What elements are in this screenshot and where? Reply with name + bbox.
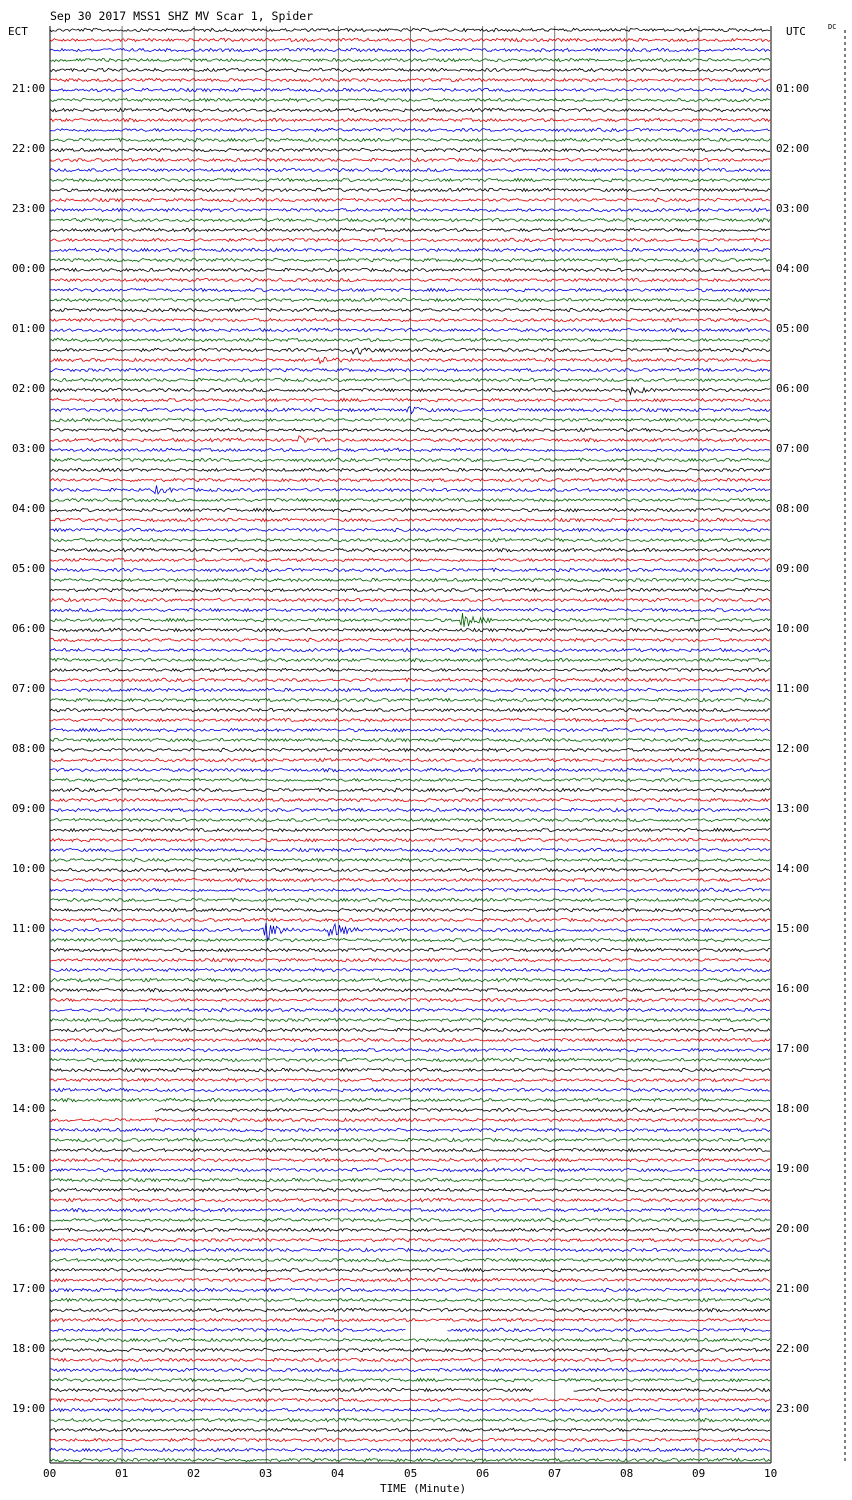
left-hour-label: 01:00: [12, 322, 46, 335]
x-tick-label: 02: [187, 1467, 201, 1480]
left-hour-label: 19:00: [12, 1402, 46, 1415]
left-hour-label: 21:00: [12, 82, 46, 95]
left-hour-label: 15:00: [12, 1162, 46, 1175]
right-hour-label: 14:00: [776, 862, 810, 875]
left-hour-label: 10:00: [12, 862, 46, 875]
left-hour-label: 03:00: [12, 442, 46, 455]
right-timezone-label: UTC: [786, 25, 806, 38]
x-tick-label: 01: [115, 1467, 129, 1480]
left-hour-label: 05:00: [12, 562, 46, 575]
x-tick-label: 07: [548, 1467, 562, 1480]
left-hour-label: 12:00: [12, 982, 46, 995]
left-hour-label: 04:00: [12, 502, 46, 515]
left-hour-label: 00:00: [12, 262, 46, 275]
right-hour-label: 06:00: [776, 382, 810, 395]
left-timezone-label: ECT: [8, 25, 28, 38]
x-tick-label: 00: [43, 1467, 57, 1480]
left-hour-label: 11:00: [12, 922, 46, 935]
right-hour-label: 21:00: [776, 1282, 810, 1295]
left-hour-label: 22:00: [12, 142, 46, 155]
right-hour-label: 16:00: [776, 982, 810, 995]
x-tick-label: 06: [476, 1467, 490, 1480]
right-hour-label: 01:00: [776, 82, 810, 95]
right-hour-label: 17:00: [776, 1042, 810, 1055]
right-hour-label: 22:00: [776, 1342, 810, 1355]
x-tick-label: 10: [764, 1467, 778, 1480]
left-hour-label: 02:00: [12, 382, 46, 395]
chart-title: Sep 30 2017 MSS1 SHZ MV Scar 1, Spider: [50, 9, 314, 23]
right-hour-label: 11:00: [776, 682, 810, 695]
left-hour-label: 08:00: [12, 742, 46, 755]
left-hour-label: 14:00: [12, 1102, 46, 1115]
right-hour-label: 08:00: [776, 502, 810, 515]
right-hour-label: 03:00: [776, 202, 810, 215]
right-hour-label: 20:00: [776, 1222, 810, 1235]
right-hour-label: 23:00: [776, 1402, 810, 1415]
right-hour-label: 18:00: [776, 1102, 810, 1115]
dc-label: DC: [828, 23, 837, 31]
right-hour-label: 13:00: [776, 802, 810, 815]
right-hour-label: 19:00: [776, 1162, 810, 1175]
right-hour-label: 05:00: [776, 322, 810, 335]
left-hour-label: 13:00: [12, 1042, 46, 1055]
left-hour-label: 09:00: [12, 802, 46, 815]
x-tick-label: 05: [404, 1467, 418, 1480]
x-tick-label: 09: [692, 1467, 706, 1480]
right-hour-label: 10:00: [776, 622, 810, 635]
right-hour-label: 02:00: [776, 142, 810, 155]
x-tick-label: 08: [620, 1467, 634, 1480]
right-hour-label: 12:00: [776, 742, 810, 755]
right-hour-label: 09:00: [776, 562, 810, 575]
left-hour-label: 07:00: [12, 682, 46, 695]
left-hour-label: 16:00: [12, 1222, 46, 1235]
left-hour-label: 06:00: [12, 622, 46, 635]
right-hour-label: 07:00: [776, 442, 810, 455]
x-axis-label: TIME (Minute): [380, 1482, 467, 1495]
x-tick-label: 04: [331, 1467, 345, 1480]
x-tick-label: 03: [259, 1467, 273, 1480]
left-hour-label: 18:00: [12, 1342, 46, 1355]
left-hour-label: 23:00: [12, 202, 46, 215]
right-hour-label: 15:00: [776, 922, 810, 935]
left-hour-label: 17:00: [12, 1282, 46, 1295]
right-hour-label: 04:00: [776, 262, 810, 275]
